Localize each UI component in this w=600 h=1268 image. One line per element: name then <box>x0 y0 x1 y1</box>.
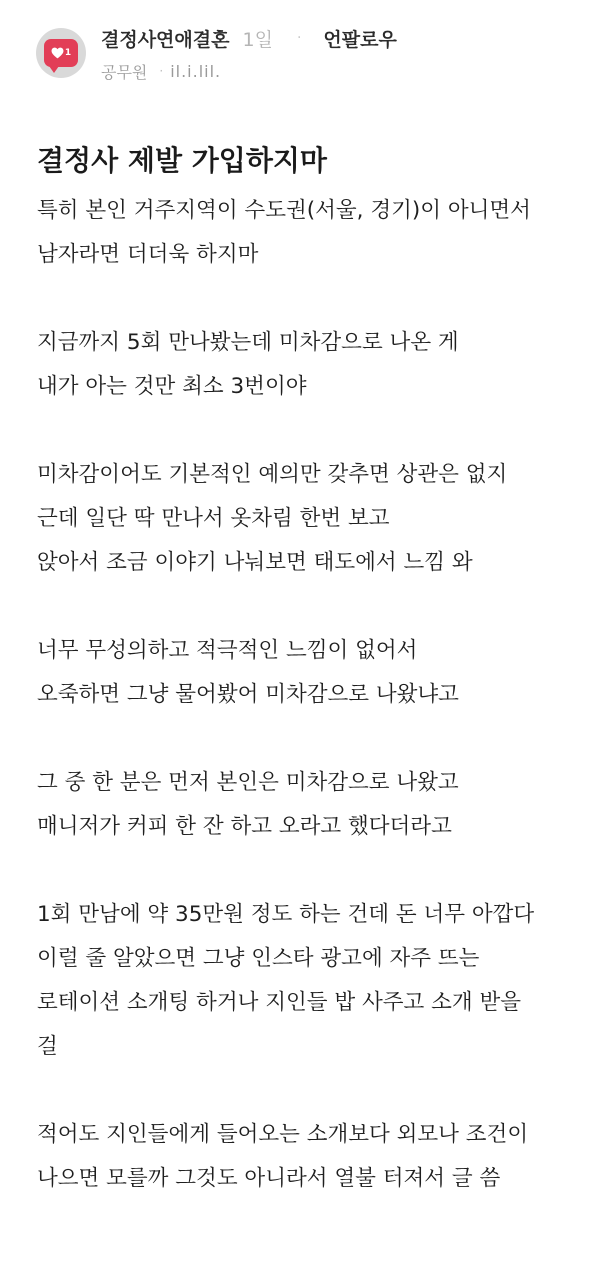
channel-name[interactable]: 결정사연애결혼 <box>101 28 230 51</box>
author-nickname[interactable]: 공무원 <box>101 62 148 82</box>
paragraph-gap <box>37 849 582 893</box>
post-body <box>37 189 582 1201</box>
paragraph-gap <box>37 717 582 761</box>
body-text-line: 그 중 한 분은 먼저 본인은 미차감으로 나왔고 <box>37 770 459 795</box>
body-text-line: 매니저가 커피 한 잔 하고 오라고 했다더라고 <box>37 814 452 839</box>
body-text-line: 걸 <box>37 1034 58 1059</box>
body-text-line: 적어도 지인들에게 들어오는 소개보다 외모나 조건이 <box>37 1122 529 1147</box>
paragraph-gap <box>37 277 582 321</box>
body-text-line: 이럴 줄 알았으면 그냥 인스타 광고에 자주 뜨는 <box>37 946 480 971</box>
author-separator-dot: · <box>159 64 164 78</box>
unfollow-button[interactable]: 언팔로우 <box>323 28 397 51</box>
body-text-line: 오죽하면 그냥 물어봤어 미차감으로 나왔냐고 <box>37 682 459 707</box>
post-title: 결정사 제발 가입하지마 <box>37 144 327 177</box>
post-time: 1일 <box>242 28 273 51</box>
body-text-line: 내가 아는 것만 최소 3번이야 <box>37 374 307 399</box>
post-header <box>0 0 600 100</box>
body-text-line: 남자라면 더더욱 하지마 <box>37 242 259 267</box>
heart-icon <box>51 47 64 59</box>
badge-count: 1 <box>64 48 72 58</box>
body-text-line: 미차감이어도 기본적인 예의만 갖추면 상관은 없지 <box>37 462 508 487</box>
body-text-line: 근데 일단 딱 만나서 옷차림 한번 보고 <box>37 506 390 531</box>
post-meta-primary <box>101 25 397 51</box>
post-meta-author <box>101 59 221 83</box>
body-text-line: 지금까지 5회 만나봤는데 미차감으로 나온 게 <box>37 330 459 355</box>
body-text-line: 1회 만남에 약 35만원 정도 하는 건데 돈 너무 아깝다 <box>37 902 535 927</box>
paragraph-gap <box>37 585 582 629</box>
body-text-line: 앉아서 조금 이야기 나눠보면 태도에서 느낌 와 <box>37 550 473 575</box>
paragraph-gap <box>37 1069 582 1113</box>
paragraph-gap <box>37 409 582 453</box>
author-level: il.i.lil. <box>170 61 222 81</box>
body-text-line: 특히 본인 거주지역이 수도권(서울, 경기)이 아니면서 <box>37 198 531 223</box>
body-text-line: 너무 무성의하고 적극적인 느낌이 없어서 <box>37 638 418 663</box>
body-text-line: 로테이션 소개팅 하거나 지인들 밥 사주고 소개 받을 <box>37 990 521 1015</box>
avatar[interactable] <box>36 28 86 78</box>
separator-dot: · <box>296 30 302 46</box>
body-text-line: 나으면 모를까 그것도 아니라서 열불 터져서 글 씀 <box>37 1166 501 1191</box>
like-notification-badge <box>44 39 78 67</box>
